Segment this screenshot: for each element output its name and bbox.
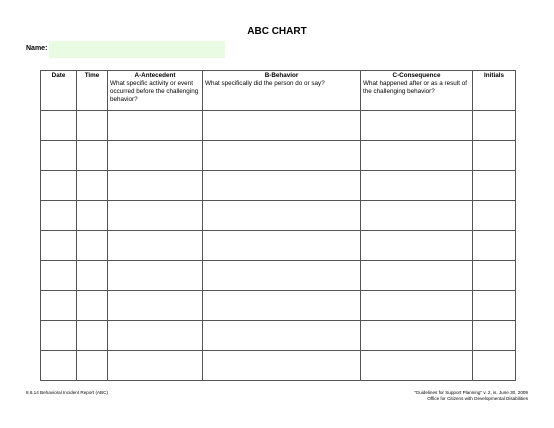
cell-initials[interactable] [473, 141, 516, 171]
column-description-antecedent: What specific activity or event occurred before the challenging behavior? [110, 80, 199, 103]
cell-consequence[interactable] [361, 201, 473, 231]
cell-initials[interactable] [473, 351, 516, 381]
cell-date[interactable] [41, 141, 77, 171]
cell-behavior[interactable] [203, 261, 361, 291]
cell-time[interactable] [77, 171, 108, 201]
cell-date[interactable] [41, 201, 77, 231]
cell-consequence[interactable] [361, 111, 473, 141]
column-header-behavior: B-Behavior What specifically did the person do or say? [203, 71, 361, 111]
cell-consequence[interactable] [361, 231, 473, 261]
cell-behavior[interactable] [203, 231, 361, 261]
cell-initials[interactable] [473, 171, 516, 201]
table-row [41, 351, 516, 381]
cell-time[interactable] [77, 291, 108, 321]
column-header-initials: Initials [473, 71, 516, 111]
cell-initials[interactable] [473, 321, 516, 351]
name-label: Name: [26, 45, 48, 52]
footer-office: Office for Citizens with Developmental Disabilities [427, 396, 528, 401]
cell-behavior[interactable] [203, 351, 361, 381]
cell-consequence[interactable] [361, 321, 473, 351]
cell-antecedent[interactable] [108, 321, 203, 351]
table-row [41, 171, 516, 201]
cell-behavior[interactable] [203, 291, 361, 321]
cell-initials[interactable] [473, 111, 516, 141]
cell-time[interactable] [77, 141, 108, 171]
cell-time[interactable] [77, 231, 108, 261]
cell-behavior[interactable] [203, 111, 361, 141]
footer-source [414, 390, 528, 402]
cell-time[interactable] [77, 261, 108, 291]
table-row [41, 231, 516, 261]
cell-consequence[interactable] [361, 141, 473, 171]
cell-consequence[interactable] [361, 351, 473, 381]
cell-antecedent[interactable] [108, 171, 203, 201]
cell-behavior[interactable] [203, 201, 361, 231]
cell-date[interactable] [41, 171, 77, 201]
table-header-row [41, 71, 516, 111]
cell-antecedent[interactable] [108, 111, 203, 141]
column-description-consequence: What happened after or as a result of the challenging behavior? [363, 80, 467, 95]
column-header-consequence: C-Consequence What happened after or as a result of the challenging behavior? [361, 71, 473, 111]
cell-initials[interactable] [473, 231, 516, 261]
cell-date[interactable] [41, 231, 77, 261]
cell-time[interactable] [77, 201, 108, 231]
cell-initials[interactable] [473, 261, 516, 291]
cell-antecedent[interactable] [108, 291, 203, 321]
footer-guideline: "Guidelines for Support Planning" v. 2, is. June 30, 2009 [413, 390, 528, 395]
table-row [41, 141, 516, 171]
table-row [41, 111, 516, 141]
cell-behavior[interactable] [203, 321, 361, 351]
column-description-behavior: What specifically did the person do or say? [205, 80, 325, 87]
cell-antecedent[interactable] [108, 231, 203, 261]
cell-time[interactable] [77, 351, 108, 381]
cell-time[interactable] [77, 111, 108, 141]
cell-time[interactable] [77, 321, 108, 351]
abc-chart-table [40, 70, 516, 381]
column-header-antecedent: A-Antecedent What specific activity or event occurred before the challenging behavior? [108, 71, 203, 111]
cell-date[interactable] [41, 111, 77, 141]
cell-consequence[interactable] [361, 291, 473, 321]
cell-date[interactable] [41, 291, 77, 321]
table-row [41, 261, 516, 291]
footer-form-id: 8.6.14 Behavioral Incident Report (ABC) [26, 390, 108, 395]
cell-behavior[interactable] [203, 171, 361, 201]
table-row [41, 321, 516, 351]
cell-date[interactable] [41, 261, 77, 291]
column-header-date: Date [41, 71, 77, 111]
cell-date[interactable] [41, 351, 77, 381]
cell-consequence[interactable] [361, 171, 473, 201]
cell-antecedent[interactable] [108, 141, 203, 171]
table-body [41, 111, 516, 381]
cell-behavior[interactable] [203, 141, 361, 171]
cell-initials[interactable] [473, 201, 516, 231]
cell-initials[interactable] [473, 291, 516, 321]
cell-consequence[interactable] [361, 261, 473, 291]
cell-antecedent[interactable] [108, 261, 203, 291]
name-field[interactable] [49, 41, 225, 58]
page-title: ABC CHART [247, 26, 307, 37]
table-row [41, 201, 516, 231]
cell-antecedent[interactable] [108, 201, 203, 231]
table-row [41, 291, 516, 321]
cell-antecedent[interactable] [108, 351, 203, 381]
cell-date[interactable] [41, 321, 77, 351]
column-header-time: Time [77, 71, 108, 111]
